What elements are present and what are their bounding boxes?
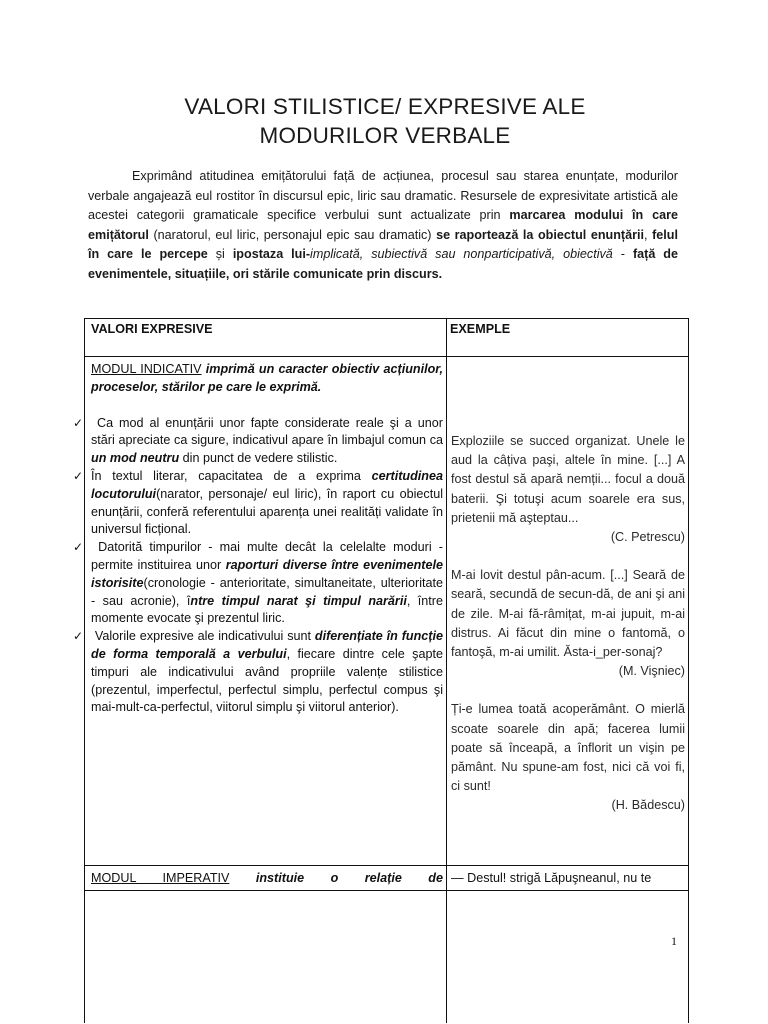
intro-bold: ipostaza lui- — [232, 247, 311, 262]
mode-name: MODUL INDICATIV — [91, 362, 202, 376]
checkmark-icon: ✓ — [73, 415, 84, 430]
indicativ-heading — [91, 361, 443, 397]
document-title — [110, 92, 660, 150]
item-text: , între momente evocate şi prezentul liric. — [91, 593, 444, 626]
table-header-divider — [85, 356, 688, 357]
item-text: (narator, personaje/ eul liric), în raport cu obiectul enunțării, conferă referentului aparența unei realități validate în universul ficțional. — [91, 486, 443, 537]
intro-text: și — [207, 247, 233, 262]
item-text: , fiecare dintre cele şapte timpuri ale indicativului având propriile valențe stilistice (prezentul, imperfectul, perfectul simplu, perfectul compus şi mai-mult-ca-perfectul, viitorul simplu şi viitorul anterior). — [91, 646, 443, 715]
item-emphasis: un mod neutru — [91, 451, 180, 466]
page-number: 1 — [671, 934, 677, 948]
example-2-citation: (M. Vişniec) — [618, 664, 685, 679]
indicativ-values — [73, 361, 444, 717]
indicativ-item-1 — [73, 415, 443, 468]
intro-text: , — [644, 227, 653, 242]
item-emphasis: certitudinea locutorului — [91, 468, 443, 501]
checkmark-icon: ✓ — [73, 540, 84, 555]
intro-text: Exprimând atitudinea emițătorului față de acțiunea, procesul sau starea enunțate, modurilor verbale angajează eul rostitor în discursul epic, liric sau dramatic. Resursele de expresivitate artistică ale acestei categorii gramaticale specifice verbului sunt actualizate prin — [88, 169, 678, 223]
example-2: M-ai lovit destul pân-acum. [...] Seară de seară, secundă de secun-dă, de ani şi ani de zile. M-ai fă-râmițat, m-ai jupuit, m-ai distrus. Ai făcut din mine o fantomă, o fantoşă, m-ai umilit. Ăsta-i_per-sonaj? — [451, 568, 685, 660]
example-1: Exploziile se succed organizat. Unele le aud la câțiva paşi, altele în mine. [...] A fost destul să apară nemții... focul a două baterii. Şi totuşi acum soarele era sus, prietenii mă aşteptau... — [451, 434, 685, 525]
intro-bold: se raportează la obiectul enunțării — [436, 227, 645, 242]
table-row-divider — [85, 890, 688, 891]
intro-bold: felul în care le percepe — [88, 227, 678, 262]
item-text: În textul literar, capacitatea de a exprima — [91, 468, 372, 483]
values-table — [73, 318, 689, 1023]
indicativ-item-3 — [73, 539, 444, 628]
indicativ-item-4 — [73, 628, 444, 717]
item-text: din punct de vedere stilistic. — [179, 451, 338, 466]
mode-description: imprimă un caracter obiectiv acțiunilor, proceselor, stărilor pe care le exprimă. — [91, 362, 443, 394]
intro-bold: față de evenimentele, situațiile, ori stările comunicate prin discurs. — [88, 247, 678, 281]
table-column-divider — [446, 318, 447, 1023]
header-exemple: EXEMPLE — [450, 322, 511, 336]
item-emphasis: diferențiate în funcție de forma temporală a verbului — [91, 629, 444, 661]
mode-name: MODUL IMPERATIV — [91, 871, 230, 885]
mode-description: instituie o relație de — [229, 871, 443, 885]
title-line-1: VALORI STILISTICE/ EXPRESIVE ALE — [184, 94, 586, 119]
intro-paragraph — [88, 167, 678, 285]
item-text: Ca mod al enunțării unor fapte considerate reale şi a unor stări apreciate ca sigure, indicativul apare în limbajul comun ca — [91, 415, 443, 448]
item-emphasis: raporturi diverse între evenimentele istorisite — [91, 557, 443, 590]
table-row-divider — [85, 865, 688, 866]
imperativ-example: — Destul! strigă Lăpuşneanul, nu te — [451, 871, 652, 885]
imperativ-heading — [91, 870, 443, 887]
example-1-citation: (C. Petrescu) — [610, 530, 685, 545]
example-3: Ți-e lumea toată acoperământ. O mierlă scoate soarele din apă; facerea lumii poate să înceapă, a înflorit un vişin pe pământ. Nu spune-am fost, nici că voi fi, ci sunt! — [451, 702, 685, 794]
indicativ-examples — [451, 432, 685, 816]
example-3-citation: (H. Bădescu) — [611, 798, 685, 813]
intro-italic: implicată, subiectivă sau nonparticipativă, obiectivă — [310, 247, 613, 262]
item-text: (cronologie - anterioritate, simultaneitate, ulterioritate - sau acronie), î — [91, 575, 443, 608]
item-emphasis: ntre timpul narat şi timpul narării — [190, 593, 407, 608]
title-line-2: MODURILOR VERBALE — [259, 123, 511, 148]
indicativ-item-2 — [73, 468, 443, 539]
table-border-top — [85, 318, 688, 319]
checkmark-icon: ✓ — [73, 629, 84, 644]
header-valori-expresive: VALORI EXPRESIVE — [91, 322, 213, 336]
intro-bold: marcarea modului în care emițătorul — [88, 208, 678, 242]
item-text: Valorile expresive ale indicativului sunt — [94, 629, 315, 644]
intro-text: - — [612, 247, 633, 262]
item-text: Datorită timpurilor - mai multe decât la celelalte moduri - permite instituirea unor — [91, 540, 443, 572]
checkmark-icon: ✓ — [73, 468, 84, 483]
intro-text: (naratorul, eul liric, personajul epic sau dramatic) — [148, 227, 437, 242]
